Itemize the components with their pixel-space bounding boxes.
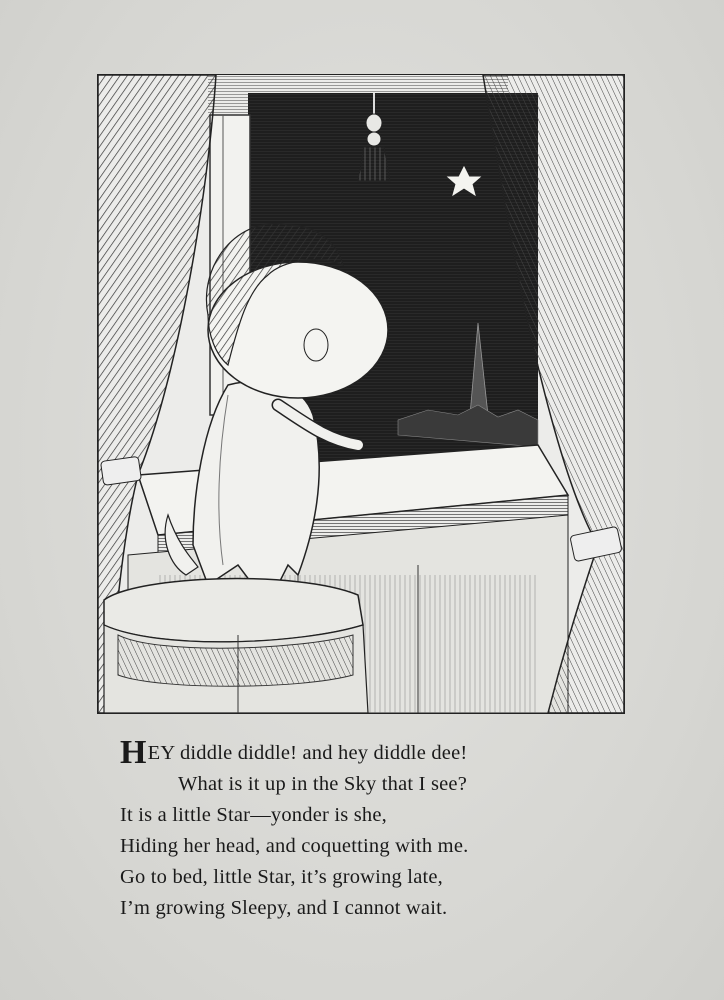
engraving-image — [98, 75, 624, 713]
illustration-child-at-window — [97, 74, 625, 714]
stool — [104, 579, 368, 713]
verse-line-3: It is a little Star—yonder is she, — [120, 804, 387, 826]
verse-line-1: HEY diddle diddle! and hey diddle dee! — [120, 734, 468, 771]
drop-cap: H — [120, 734, 147, 771]
verse-line-4: Hiding her head, and coquetting with me. — [120, 835, 469, 857]
verse-line-6: I’m growing Sleepy, and I cannot wait. — [120, 897, 448, 919]
verse-line-2: What is it up in the Sky that I see? — [178, 773, 468, 795]
verse-text — [120, 734, 640, 924]
verse-line-5: Go to bed, little Star, it’s growing late, — [120, 866, 444, 888]
